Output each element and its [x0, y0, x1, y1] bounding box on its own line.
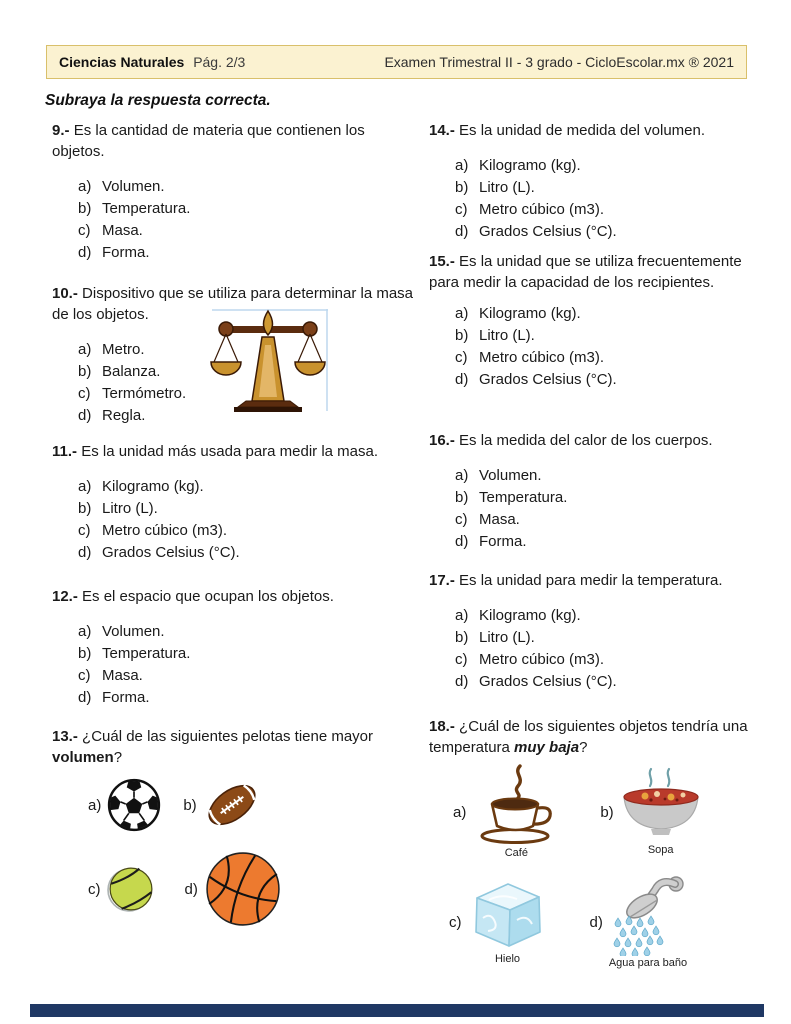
- object-option-a: a) Café: [453, 764, 560, 860]
- soup-bowl-icon: [620, 767, 702, 843]
- option-15c: c) Metro cúbico (m3).: [455, 349, 605, 366]
- question-15: [429, 251, 759, 391]
- option-16a: a) Volumen.: [455, 467, 542, 484]
- question-18-text: 18.- ¿Cuál de los siguientes objetos tendría una temperatura muy baja?: [429, 718, 748, 756]
- question-17: [429, 570, 770, 693]
- object-option-c: c) Hielo: [449, 878, 548, 966]
- exam-info: Examen Trimestral II - 3 grado - CicloEscolar.mx ® 2021: [384, 54, 734, 70]
- american-football-icon: [203, 778, 261, 832]
- option-10d: d) Regla.: [78, 407, 146, 424]
- soccer-ball-icon: [107, 778, 161, 832]
- question-14-text: 14.- Es la unidad de medida del volumen.: [429, 122, 706, 139]
- question-12: [52, 586, 414, 709]
- footer-bar: [30, 1004, 764, 1017]
- question-13: [52, 726, 420, 928]
- question-number: 10.-: [52, 285, 78, 302]
- question-10: [52, 283, 414, 427]
- option-12a: a) Volumen.: [78, 623, 165, 640]
- question-number: 13.-: [52, 728, 78, 745]
- option-9a: a) Volumen.: [78, 178, 165, 195]
- question-15-text: 15.- Es la unidad que se utiliza frecuentemente para medir la capacidad de los recipientes.: [429, 253, 742, 291]
- option-17b: b) Litro (L).: [455, 629, 535, 646]
- instruction-text: Subraya la respuesta correcta.: [45, 92, 271, 109]
- subject-title: Ciencias Naturales: [59, 54, 185, 70]
- option-9b: b) Temperatura.: [78, 200, 191, 217]
- question-11-text: 11.- Es la unidad más usada para medir la masa.: [52, 443, 379, 460]
- option-14d: d) Grados Celsius (°C).: [455, 223, 617, 240]
- option-14c: c) Metro cúbico (m3).: [455, 201, 605, 218]
- question-number: 9.-: [52, 122, 70, 139]
- header-subject-group: [59, 54, 245, 70]
- question-number: 17.-: [429, 572, 455, 589]
- question-14: [429, 120, 770, 243]
- question-number: 11.-: [52, 443, 78, 460]
- option-9d: d) Forma.: [78, 244, 150, 261]
- option-12b: b) Temperatura.: [78, 645, 191, 662]
- coffee-cup-icon: [472, 764, 560, 846]
- option-14b: b) Litro (L).: [455, 179, 535, 196]
- question-16-text: 16.- Es la medida del calor de los cuerpos.: [429, 432, 713, 449]
- basketball-icon: [204, 850, 282, 928]
- header-bar: [46, 45, 747, 79]
- ball-option-b: b): [183, 778, 260, 832]
- question-number: 12.-: [52, 588, 78, 605]
- option-12c: c) Masa.: [78, 667, 143, 684]
- question-9: [52, 120, 414, 264]
- question-number: 16.-: [429, 432, 455, 449]
- page-number: Pág. 2/3: [193, 54, 246, 70]
- option-11a: a) Kilogramo (kg).: [78, 478, 204, 495]
- question-number: 14.-: [429, 122, 455, 139]
- tennis-ball-icon: [107, 865, 155, 913]
- question-11: [52, 441, 414, 564]
- option-16c: c) Masa.: [455, 511, 520, 528]
- shower-icon: [611, 874, 685, 956]
- figure-caption: Hielo: [494, 953, 521, 965]
- option-15d: d) Grados Celsius (°C).: [455, 371, 617, 388]
- question-13-text: 13.- ¿Cuál de las siguientes pelotas tiene mayor volumen?: [52, 728, 374, 766]
- object-option-b: b) Sopa: [600, 767, 701, 857]
- question-number: 15.-: [429, 253, 455, 270]
- option-11b: b) Litro (L).: [78, 500, 158, 517]
- option-10c: c) Termómetro.: [78, 385, 187, 402]
- option-11d: d) Grados Celsius (°C).: [78, 544, 240, 561]
- option-17c: c) Metro cúbico (m3).: [455, 651, 605, 668]
- option-11c: c) Metro cúbico (m3).: [78, 522, 228, 539]
- option-12d: d) Forma.: [78, 689, 150, 706]
- balance-scale-icon: [210, 309, 328, 416]
- ice-cube-icon: [468, 878, 548, 952]
- ball-option-a: a): [88, 778, 161, 832]
- option-16b: b) Temperatura.: [455, 489, 568, 506]
- option-9c: c) Masa.: [78, 222, 143, 239]
- object-option-d: d) Agua para baño: [590, 874, 688, 970]
- option-17d: d) Grados Celsius (°C).: [455, 673, 617, 690]
- figure-caption: Agua para baño: [608, 957, 688, 969]
- option-15b: b) Litro (L).: [455, 327, 535, 344]
- option-10b: b) Balanza.: [78, 363, 161, 380]
- figure-caption: Café: [504, 847, 528, 859]
- question-9-text: 9.- Es la cantidad de materia que contienen los objetos.: [52, 122, 365, 160]
- question-17-text: 17.- Es la unidad para medir la temperatura.: [429, 572, 723, 589]
- ball-option-d: d): [185, 850, 282, 928]
- option-16d: d) Forma.: [455, 533, 527, 550]
- question-18: [429, 716, 764, 970]
- option-14a: a) Kilogramo (kg).: [455, 157, 581, 174]
- question-16: [429, 430, 770, 553]
- figure-caption: Sopa: [647, 844, 674, 856]
- question-number: 18.-: [429, 718, 455, 735]
- question-10-text: 10.- Dispositivo que se utiliza para determinar la masa de los objetos.: [52, 285, 414, 323]
- option-17a: a) Kilogramo (kg).: [455, 607, 581, 624]
- option-15a: a) Kilogramo (kg).: [455, 305, 581, 322]
- question-12-text: 12.- Es el espacio que ocupan los objetos.: [52, 588, 334, 605]
- balance-scale-image: [210, 309, 328, 416]
- ball-option-c: c): [88, 865, 155, 913]
- option-10a: a) Metro.: [78, 341, 145, 358]
